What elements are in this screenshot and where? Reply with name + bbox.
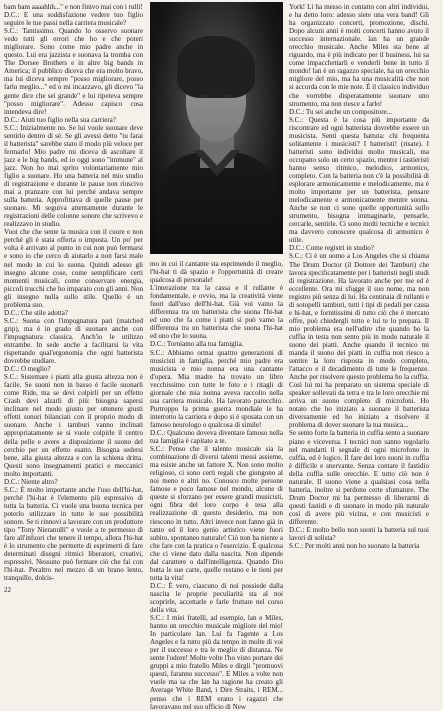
paragraph: D.C.: E molto bello non suoni la batteria sul tuoi lavori di solista?: [289, 526, 429, 543]
paragraph: D.C.: Che stile adotta?: [4, 308, 68, 317]
middle-text-column: [150, 260, 283, 711]
paragraph: S.C.: Ci è un uomo a Los Angeles che si chiama The Drum Doctor (il Dottore dei Tamburi) che lavora specificatamente per i batteristi negli studi di registrazione. Ha lavorato anche per me ed è eccellente. Ora mi sfugge il suo nome, ma non registro più senza di lui. Ha centinaia di rullanti e di sotopelli tamburi, tutti i tipi di pedali per cassa e hi-hat, e fornitissimi di tutto ciò che è mercato offre, può chiedergli tutto e lui te lo prepara. Il mio problema era nell'udire che quando ho la cuffia in testa non sento più in modo naturale il suono dei piatti. Anche quando il tecnico mi manda il suono dei piatti in cuffia non riesco a sentire la loro risposta in modo completo, l'attacco e il decadimento di tutte le frequenze. Anche per risolvere questo problema ho la cuffia. Così lui mi ha preparato un sistema speciale di speaker sollevati da terra e tra le loro orecchie mi arriva un suono completo di microfoni. Ho notato che ho iniziato a suonare il batterista diversamente ed ho iniziato a risolvere il problema di dover suonare la tua musica...: [289, 252, 429, 430]
paragraph: D.C.: E una soddisfazione vedere tuo figlio seguire le tue passi nella carriera musicale?: [4, 11, 143, 28]
paragraph: D.C.: Qualcuno doveva diventare famoso nella tua famiglia è capitato a te.: [150, 428, 283, 446]
paragraph: S.C.: Tantissimo. Quando lo osservo suonare vedo tutti gli errori che ho e che poteri migliorare. Sono come mio padre anche in questo. Lui era jazzista e suonava la tromba con The Dorsee Brothers e in altre big bands in America; il pubblico diceva che era molto bravo, ma lui diceva sempre "posso migliorare, posso farlo meglio..." ed o mi incazzavo, gli dicevo "la gente dice che sei grande" e lui ripeteva sempre "posso migliorare". Adesso capisco cosa intendeva dire!: [4, 27, 143, 116]
paragraph: Se sento forte la batteria in cuffia sento a suonare piano e viceversa. I tecnici non sanno regolarlo nel mandarti il segnale di ogni microfono in cuffia, ed è logico. Il fare dei loro suoni in cuffia è difficile e snervante. Senza contare il fastidio della cuffia sulle orecchie. E tutto ciò non è naturale. Il suono viene a qualsiasi cosa nella batteria, inoltre si perdono certe sfumature. The Drum Doctor mi ha permesso di liberarmi di questi fastidi e di suonare in modo più naturale così di avere più vicina, e con musicisti e differente.: [289, 429, 429, 526]
paragraph: S.C.: Suona con l'impugnatura pari (matched grip), ma è in grado di suonare anche con l'impugnatura classica. Anch'io le utilizzo entrambe. In sede anche a facilitarsi la vita rispettando qual'ergonomia che ogni batterista dovrebbe studiare.: [4, 316, 143, 366]
paragraph: S.C.: I miei fratelli, ad esempio, lan e Miles, hanno un orecchio musicale migliore del mio! In particolare lan. Lui fa l'agente a Los Angeles e fa tutto più da tempo in molte di voi per il successo e tra le meglio di distanza. Ne sente l'odore! Molte volte l'ho visto portare dei gruppi a mio fratello Miles e dirgli "promuovi questi, faranno successo". E Miles a volte non vuole ma sa che lan ha ragione ha creato gli Average White Band, i Dire Straits, i REM... penso che i REM erano i ragazzi che lavoravano nel suo ufficio di New: [150, 614, 283, 711]
right-text-column: [289, 3, 429, 550]
paragraph: D.C.: Torniamo alla tua famiglia.: [150, 340, 244, 349]
paragraph: D.C.: Niente altro?: [4, 477, 58, 486]
paragraph: D.C.: O meglio?: [4, 365, 51, 374]
paragraph: D.C.: Tu sei anche un compositore...: [289, 107, 392, 116]
paragraph: Vuoi che che sente la musica con il cuore e non perché gli è stata offerta o imposta. Un po' per volta è arrivato al punto in cui non può fermarsi e sono io che cerco di aiutarlo a non farsi male nel modo in cui lo suona. Quindi adesso gli insegno alcune cose, come semplificare certi momenti musicali, come conservare energia, piccoli trucchi che ho imparato con gli anni. Non gli insegno nulla sullo stile. Quello è un problema suo.: [4, 228, 143, 309]
left-text-column: [4, 3, 143, 582]
paragraph: S.C.: È molto importante anche l'uso dell'hi-hat, perché l'hi-hat è l'elemento più espressivo di tutta la batteria. Ci vuole una buona tecnica per poterlo utilizzare in tutte le sue possibilità sonore. Se ti rinnovi a lavorare con un produttore tipo "Tony Nieranulli" e vuole a te permesso di fare all'infuori che tenere il tempo, allora l'hi-hat è lo strumento che permette di esprimerti di fare determinati disegni ritmici liberatori, creativi, espressivi. Nessuno può fermare ciò che fai con l'hi-hat. Peraltro nel mezzo di un brano lento, tranquillo, dolcis-: [4, 485, 143, 583]
paragraph: S.C.: Penso che il talento musicale sia la combinazione di diversi talenti messi assieme, ma esiste anche un fattore X. Non sono molto religioso, ci sono certi regali che giungono al noi meno e altri no. Conosco molte persone famose e poco famose nel mondo, alcune di queste si sforzano per essere grandi musicisti, ogni fibra del loro corpo è tesa alla realizzazione di questo desiderio, ma non riescono in tutto. Altri invece non fanno già in tanto ed il loro genio artistico viene fuori subito, spontaneo naturale! Ciò non ha niente a che fare con la pratica o l'esercizio. È qualcosa che ci viene dato dalla nascita. Non dipende dal carattere o dall'intelligenza. Quando Dio butta le sue carte, quelle restano e le tieni per tutta la vita!: [150, 445, 283, 582]
paragraph: S.C.: Questa è la cosa più importante da riscontrare ed ogni batterista dovrebbe essere un musicista. Senti questa battuta: chi frequenta solitamente i musicisti? I batteristi! (risate). I batteristi sono individui molto musicali, ma occupano solo un certo spazio, mentre i tastieristi hanno senso ritmico, melodico, armonico, completo. Con la batteria non c'è la possibilità di esplorare armonicamente e melodicamente, ma è molto importante per un batterista, pensare melodicamente e armonicamente mentre suona. Anche se non ci sono quelle opportunità sullo strumento, bisogna immaginarle, pensarle, cercarle, sentirle. Ci sono molti tecniche e tecnici ma davvero conoscere qualcosa di armonico è utile.: [289, 115, 429, 245]
portrait-photo: [150, 2, 283, 254]
page-number: 22: [4, 586, 11, 594]
paragraph: D.C.: Aiuti tuo figlio nella sua carriera?: [4, 115, 116, 124]
paragraph: York! Lì ha messo in contatto con altri individui, e ha detto loro: adesso siete una vera band! Gli ha organizzato concerti, promozione, dischi. Dopo alcuni anni è molti concerti hanno avuto il successo internazionale. lan ha un grande orecchio musicale. Anche Miles sta bene al riguardo, ma è più indicato per il business, lui sa come impacchettarli e venderli bene in tutto il mondo! lan è un ragazzo speciale, ha un orecchio migliore del mio, ma ha una musicalità che non si accorda con le mie note. È il classico individuo che vorrebbe disperatamente suonare uno strumento, ma non riesce a farlo!: [289, 3, 429, 108]
paragraph: S.C.: Inizialmente no. Se lui vuole suonare deve sentirlo dentro di sé. Se gli avessi detto "tu farai il batterista" sarebbe stato il modo più veloce per fermarlo! Mio padre mi diceva di ascoltare il jazz e le big bands, ed io oggi sono "immune" al jazz. Non ho mai sprito volontariamente mio figlio a suonare. Ho una batteria nel mio studio di registrazione e durante le pause non riuscivo mai a pranzare con lui perché andava sempre sulla batteria. Approfittava di quelle pause per suonare. Mi seguiva attentamente durante le registrazioni delle colonne sonore che scrivevo e realizzavo in studio.: [4, 123, 143, 229]
paragraph: S.C.: Per molti anni non ho suonato la batteria: [289, 542, 420, 551]
paragraph: L'interazione tra la cassa e il rullante è fondamentale, e ovvio, ma la creatività viene fuori dall'uso dell'hi-hat. Già voi vamo la differenza tra un batterista che suona l'hi-hat ed uno che fa come i piatti si può vamo la differenza tra un batterista che suona l'hi-hat ed uno che lo suona.: [150, 284, 283, 341]
paragraph: S.C.: Sistemare i piatti alla giusta altezza non è facile. Se suoni non in basso è facile suonarli come Ride, ma se devi colpirli per un effetto Crash devi alzarli di più: bisogna sapersi inclinare nel modo giusto per ottenere giusti effetti sonori bilanciati con il proprio modo di suonare. Anche i tamburi vanno inclinati appropriatamente se si vuole colpirle il centro della pelle e avere a disposizione il suono del cerchio per un effetto esatto. Bisogna sedersi bene, alla giusta altezza e con la schiena dritta. Questi sono insegnamenti pratici e meccanici molto importanti.: [4, 373, 143, 478]
paragraph: bam bam aaaahhh..." e non finivo mai con i rulli!: [4, 3, 143, 11]
paragraph: S.C.: Abbiamo ormai quattro generazioni di musicisti in famiglia, perché mio padre era musicista e mio nonna era una cantante d'opera. Mia madre ha trovato un libro vecchissimo con tutte le foto e i ritagli di giornale che mia nonna aveva raccolto nella sua carriera musicale. Ha lavorato parecchio. Purtroppo la prima guerra mondiale le ha interrotto la carriera e dopo si è sposata con un famoso neurologo o qualcosa di simile!: [150, 348, 283, 429]
paragraph: mo in cui il cantante sta esprimendo il meglio, l'hi-hat ti dà spazio e l'opportunità di creare qualcosa di personale!: [150, 260, 283, 285]
paragraph: D.C.: Come registri in studio?: [289, 244, 374, 253]
paragraph: D.C.: È vero, ciascuno di noi possiede dalla nascita le proprie peculiarità sta al noi scoprirle, accettarle e farle fruttare nel corso della vita.: [150, 581, 283, 615]
